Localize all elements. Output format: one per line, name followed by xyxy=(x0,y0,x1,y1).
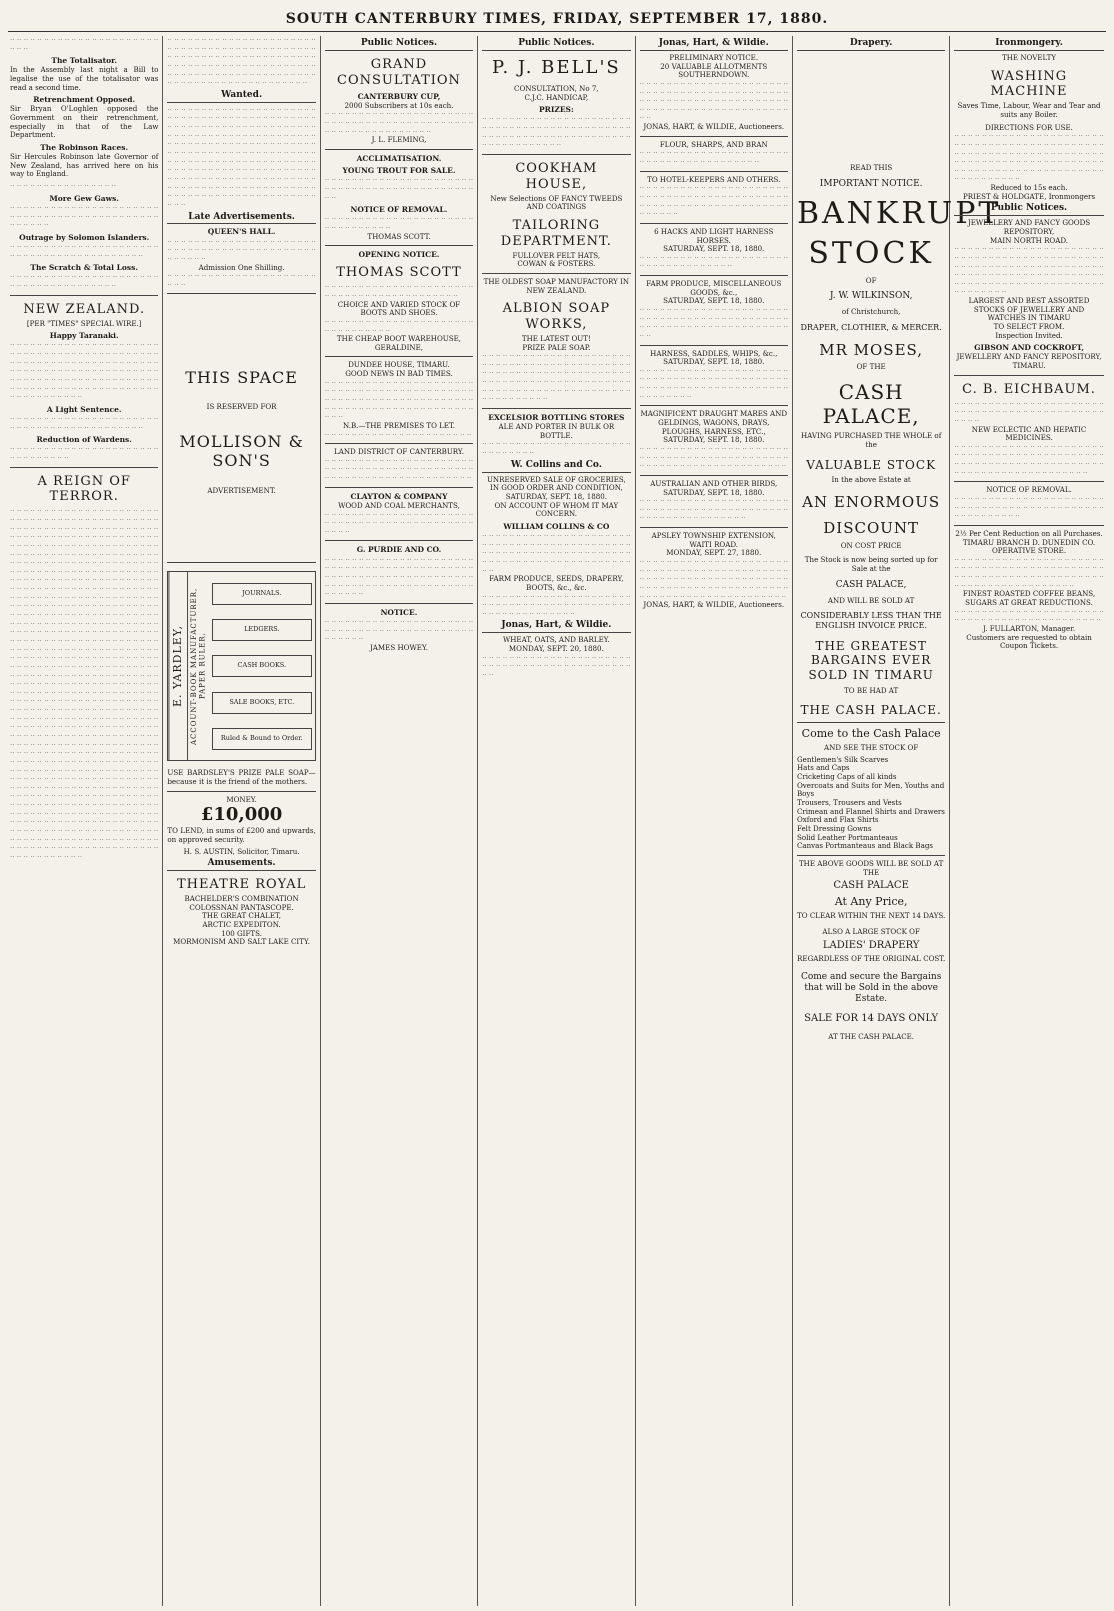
ad-line: CONSULTATION, No 7, xyxy=(514,83,599,93)
ad-line: FINEST ROASTED COFFEE BEANS, xyxy=(962,589,1096,599)
ad-date: SATURDAY, SEPT. 18, 1880. xyxy=(663,357,765,367)
ad-line: 100 GIFTS. xyxy=(221,928,262,938)
ad-body: ·· ·· ·· ·· ·· ·· ·· ·· ·· ·· ·· ·· ·· ·· ·· ·· ·· ·· ·· ·· ·· ·· ·· ·· ·· ·· ·· ·· ·· ·· ·· ·· ·· ·· ·· ·· ·· ·· ·· ·· ·· ·· ·· ·· ·· ·· ·· ·· ·· ·· ·· ·· ·· ·· ·· ·· ·· ·· ·· ·· ·· ·· ·· ·· ·· ·· ·· ·· ·· ·· ·· ·· ·· ·· ·· ·· ·· ·· ·· ·· ·· ·· ·· ·· ·· ·· ·· ·· ·· ·· ·· ·· ·· ·· ·· ·· ·· ·· ·· ·· ·· ·· ·· ·· ·· ·· ·· ·· ·· ·· ·· ·· ·· ·· ·· ·· ·· ·· ·· ·· xyxy=(482,351,631,404)
list-item: Felt Dressing Gowns xyxy=(796,823,872,833)
ledger-label: JOURNALS. xyxy=(212,583,312,605)
ad-line: ON COST PRICE xyxy=(840,540,902,550)
list-item: Crimean and Flannel Shirts and Drawers xyxy=(796,806,945,816)
ad-title: GRAND CONSULTATION xyxy=(337,56,461,88)
divider xyxy=(482,154,630,155)
ad-signature: PRIEST & HOLDGATE, Ironmongers xyxy=(962,191,1096,201)
ad-line: GOOD NEWS IN BAD TIMES. xyxy=(345,369,453,379)
ad-title: AUSTRALIAN AND OTHER BIRDS, xyxy=(650,478,778,488)
section-header-wanted: Wanted. xyxy=(167,90,315,103)
ad-line: CHOICE AND VARIED STOCK OF BOOTS AND SHOES. xyxy=(337,299,461,318)
divider xyxy=(954,525,1103,526)
masthead xyxy=(8,6,1106,32)
ad-line: J. W. WILKINSON, xyxy=(829,291,913,302)
section-header-public-notices: Public Notices. xyxy=(482,38,630,51)
ad-signature: JONAS, HART, & WILDIE, Auctioneers. xyxy=(643,600,785,610)
ad-title: E. YARDLEY, xyxy=(168,572,186,760)
column-7 xyxy=(950,36,1107,1606)
ad-title: C. B. EICHBAUM. xyxy=(962,381,1096,397)
classified-ads: ·· ·· ·· ·· ·· ·· ·· ·· ·· ·· ·· ·· ·· ·· ·· ·· ·· ·· ·· ·· ·· ·· ·· ·· ·· ·· ·· ·· ·· ·· ·· ·· ·· ·· ·· ·· ·· ·· ·· ·· ·· ·· ·· ·· ·· ·· ·· ·· ·· ·· ·· ·· ·· ·· ·· ·· ·· ·· ·· ·· ·· ·· ·· ·· ·· ·· ·· ·· ·· ·· ·· ·· ·· ·· ·· ·· ·· ·· ·· ·· ·· ·· ·· ·· ·· ·· ·· ·· ·· ·· ·· ·· ·· ·· ·· ·· ·· ·· ·· ·· ·· ·· ·· ·· ·· ·· ·· ·· ·· ·· ·· ·· ·· ·· ·· ·· ·· ·· ·· ·· ·· ·· ·· ·· ·· ·· ·· ·· ·· ·· ·· ·· ·· ·· ·· ·· ·· ·· ·· ·· ·· ·· ·· ·· ·· ·· ·· ·· ·· ·· ·· ·· ·· ·· ·· ·· ·· ·· ·· ·· ·· ·· ·· ·· ·· ·· ·· ·· ·· ·· ·· ·· ·· ·· ·· ·· ·· ·· ·· ·· ·· ·· ·· ·· ·· ·· ·· ·· ·· ·· ·· ·· ·· ·· ·· ·· ·· ·· ·· ·· ·· ·· ·· ·· ·· ·· ·· ·· ·· ·· ·· ·· ·· ·· ·· ·· ·· ·· ·· ·· ·· ·· ·· ·· ·· ·· ·· ·· ·· ·· ·· ·· ·· ·· ·· ·· ·· ·· ·· ·· ·· ·· ·· ·· ·· xyxy=(167,104,316,209)
divider xyxy=(325,540,473,541)
ledger-label: Ruled & Bound to Order. xyxy=(212,728,312,750)
bankrupt-title: BANKRUPT xyxy=(796,195,1002,231)
ad-title: JEWELLERY AND FANCY GOODS REPOSITORY, xyxy=(967,218,1091,236)
ad-body: ·· ·· ·· ·· ·· ·· ·· ·· ·· ·· ·· ·· ·· ·· ·· ·· ·· ·· ·· ·· ·· ·· ·· ·· ·· ·· ·· ·· ·· ·· ·· ·· xyxy=(324,214,474,233)
ad-line: ON ACCOUNT OF WHOM IT MAY CONCERN. xyxy=(494,500,619,519)
ad-title: TAILORING DEPARTMENT. xyxy=(500,217,612,249)
news-heading: The Totalisator. xyxy=(51,56,117,66)
list-item: Overcoats and Suits for Men, Youths and Boys xyxy=(796,780,945,799)
prize-table: ·· ·· ·· ·· ·· ·· ·· ·· ·· ·· ·· ·· ·· ·· ·· ·· ·· ·· ·· ·· ·· ·· ·· ·· ·· ·· ·· ·· ·· ·· ·· ·· ·· ·· ·· ·· ·· ·· ·· ·· ·· ·· ·· ·· ·· ·· ·· ·· ·· ·· ·· ·· ·· ·· ·· ·· ·· ·· ·· ·· ·· ·· ·· ·· ·· ·· ·· ·· ·· ·· ·· ·· ·· ·· ·· ·· ·· ·· xyxy=(482,114,631,150)
list-item: Oxford and Flax Shirts xyxy=(796,815,879,825)
section-title: NEW ZEALAND. xyxy=(23,301,146,317)
divider xyxy=(10,467,158,468)
ad-title: DUNDEE HOUSE, TIMARU. xyxy=(348,360,450,370)
divider xyxy=(325,149,473,150)
ad-body: ·· ·· ·· ·· ·· ·· ·· ·· ·· ·· ·· ·· ·· ·· ·· ·· ·· ·· ·· ·· ·· ·· ·· ·· ·· ·· ·· ·· ·· ·· ·· ·· ·· ·· ·· ·· ·· ·· ·· ·· ·· ·· ·· ·· ·· ·· ·· ·· ·· ·· ·· ·· ·· ·· ·· ·· ·· ·· xyxy=(482,591,631,618)
list-item: Gentlemen's Silk Scarves xyxy=(796,754,889,764)
ad-signature: JAMES HOWEY. xyxy=(369,642,428,652)
ad-date: SATURDAY, SEPT. 18, 1880. xyxy=(505,491,608,501)
ad-title: 6 HACKS AND LIGHT HARNESS HORSES. xyxy=(654,226,774,245)
divider xyxy=(640,475,788,476)
ad-title: THOMAS SCOTT xyxy=(336,265,462,281)
ad-line: READ THIS xyxy=(850,162,893,172)
ad-line: NEW ECLECTIC AND HEPATIC MEDICINES. xyxy=(971,424,1087,443)
ad-body: ·· ·· ·· ·· ·· ·· ·· ·· ·· ·· ·· ·· ·· ·· ·· ·· ·· ·· ·· ·· ·· ·· ·· ·· ·· ·· ·· ·· ·· ·· ·· ·· ·· ·· ·· ·· ·· ·· ·· ·· ·· ·· ·· ·· ·· ·· ·· ·· ·· ·· ·· ·· ·· ·· ·· ·· ·· ·· ·· ·· ·· ·· ·· ·· ·· ·· ·· ·· ·· ·· ·· ·· ·· ·· xyxy=(639,365,788,401)
article-fragment: ·· ·· ·· ·· ·· ·· ·· ·· ·· ·· ·· ·· ·· ·· ·· ·· xyxy=(10,181,116,191)
ad-line: ALSO A LARGE STOCK OF xyxy=(822,927,920,937)
section-header-public-notices: Public Notices. xyxy=(325,38,473,51)
ad-line: ALE AND PORTER IN BULK OR BOTTLE. xyxy=(498,422,615,440)
section-header-collins: W. Collins and Co. xyxy=(482,460,630,473)
ad-body: ·· ·· ·· ·· ·· ·· ·· ·· ·· ·· ·· ·· ·· ·· ·· ·· ·· ·· ·· ·· ·· ·· ·· ·· ·· ·· ·· ·· ·· ·· ·· ·· ·· ·· ·· ·· ·· ·· ·· ·· ·· ·· ·· ·· ·· ·· ·· ·· ·· ·· ·· ·· ·· ·· ·· ·· ·· ·· ·· ·· ·· ·· ·· ·· ·· ·· ·· ·· ·· ·· ·· ·· xyxy=(639,183,788,219)
ad-signature: THOMAS SCOTT. xyxy=(367,231,431,241)
divider xyxy=(797,722,945,723)
ad-date: MONDAY, SEPT. 20, 1880. xyxy=(508,644,604,654)
ad-line: DIRECTIONS FOR USE. xyxy=(985,122,1073,132)
ad-body: ·· ·· ·· ·· ·· ·· ·· ·· ·· ·· ·· ·· ·· ·· ·· ·· ·· ·· ·· ·· ·· ·· ·· ·· ·· ·· ·· ·· ·· ·· ·· ·· xyxy=(324,316,474,335)
ad-body: ·· ·· ·· ·· ·· ·· ·· ·· ·· ·· ·· ·· ·· ·· ·· ·· ·· ·· ·· ·· ·· ·· ·· ·· ·· ·· ·· ·· ·· ·· ·· ·· ·· ·· ·· ·· ·· ·· ·· ·· ·· ·· ·· ·· ·· ·· ·· ·· ·· ·· ·· ·· ·· ·· ·· ·· ·· ·· ·· ·· ·· ·· ·· ·· ·· ·· xyxy=(324,455,474,483)
ad-title: APSLEY TOWNSHIP EXTENSION, WAITI ROAD. xyxy=(651,531,776,549)
ad-signature: J. FULLARTON, Manager. xyxy=(982,623,1076,633)
ad-line: LARGEST AND BEST ASSORTED STOCKS OF JEWELLERY AND WATCHES IN TIMARU xyxy=(968,296,1090,323)
news-paragraph: In the Assembly last night a Bill to legalise the use of the totalisator was read a second time. xyxy=(10,65,159,92)
ad-signature: JONAS, HART, & WILDIE, Auctioneers. xyxy=(643,122,785,132)
ad-line: MAIN NORTH ROAD. xyxy=(990,235,1069,245)
news-heading: A Light Sentence. xyxy=(46,404,122,414)
divider xyxy=(10,295,158,296)
ad-body: TO LEND, in sums of £200 and upwards, on approved security. xyxy=(167,826,316,844)
ad-line: AND WILL BE SOLD AT xyxy=(827,595,915,605)
column-3 xyxy=(321,36,478,1606)
ad-title: DISCOUNT xyxy=(823,519,920,538)
ad-date: SATURDAY, SEPT. 18, 1880. xyxy=(663,296,765,306)
ad-line: IS RESERVED FOR xyxy=(206,402,277,412)
ad-title: MR MOSES, xyxy=(819,340,924,359)
divider xyxy=(640,345,788,346)
section-header-ironmongery: Ironmongery. xyxy=(954,38,1103,51)
news-heading: Retrenchment Opposed. xyxy=(33,95,136,105)
ad-title: THIS SPACE xyxy=(185,367,298,387)
ad-line: ARCTIC EXPEDITON. xyxy=(202,920,281,929)
section-title: A REIGN OF TERROR. xyxy=(37,473,131,505)
article-fragment: ·· ·· ·· ·· ·· ·· ·· ·· ·· ·· ·· ·· ·· ·· ·· ·· ·· ·· ·· ·· ·· ·· ·· ·· ·· ·· ·· ·· ·· ·· ·· ·· ·· ·· ·· ·· ·· ·· ·· ·· ·· ·· xyxy=(10,241,159,260)
ad-title: HARNESS, SADDLES, WHIPS, &c., xyxy=(650,348,778,358)
money-amount: £10,000 xyxy=(200,804,283,826)
list-item: Hats and Caps xyxy=(796,763,850,773)
ad-line: REGARDLESS OF THE ORIGINAL COST. xyxy=(797,954,946,964)
ad-title: PRELIMINARY NOTICE. xyxy=(669,52,759,62)
divider xyxy=(640,275,788,276)
news-heading: The Robinson Races. xyxy=(40,143,129,153)
divider xyxy=(954,375,1103,376)
ad-body: ·· ·· ·· ·· ·· ·· ·· ·· ·· ·· ·· ·· ·· ·· ·· ·· ·· ·· ·· ·· ·· ·· ·· ·· ·· ·· ·· ·· ·· ·· ·· ·· ·· ·· ·· ·· ·· ·· ·· ·· ·· ·· ·· ·· ·· ·· ·· ·· ·· ·· ·· ·· ·· ·· ·· ·· ·· ·· ·· ·· xyxy=(639,496,788,523)
divider xyxy=(640,171,788,172)
column-5 xyxy=(636,36,793,1606)
ad-line: ACCOUNT-BOOK MANUFACTURER, PAPER RULER, xyxy=(187,572,209,760)
ledger-label: CASH BOOKS. xyxy=(212,655,312,677)
reserved-space-ad xyxy=(167,298,315,558)
divider xyxy=(167,562,315,563)
news-paragraph: Sir Bryan O'Loghlen opposed the Government on their retrenchment, especially in that of the Law Department. xyxy=(10,104,159,140)
ad-body: ·· ·· ·· ·· ·· ·· ·· ·· ·· ·· ·· ·· ·· ·· ·· ·· ·· ·· ·· ·· ·· ·· ·· ·· ·· ·· ·· ·· ·· ·· ·· ·· ·· ·· ·· ·· ·· ·· ·· ·· ·· ·· ·· ·· ·· ·· xyxy=(324,175,474,202)
ad-line: SUGARS AT GREAT REDUCTIONS. xyxy=(965,598,1093,608)
article-fragment: ·· ·· ·· ·· ·· ·· ·· ·· ·· ·· ·· ·· ·· ·· ·· ·· ·· ·· ·· ·· ·· ·· ·· ·· ·· xyxy=(10,35,159,53)
ad-title: LADIES' DRAPERY xyxy=(822,940,920,952)
ad-line: CASH PALACE, xyxy=(835,579,907,590)
ad-line: AT THE CASH PALACE. xyxy=(828,1031,915,1041)
ad-body: ·· ·· ·· ·· ·· ·· ·· ·· ·· ·· ·· ·· ·· ·· ·· ·· ·· ·· ·· ·· ·· ·· ·· ·· ·· ·· ·· ·· ·· ·· ·· ·· ·· ·· ·· ·· ·· ·· ·· ·· ·· ·· ·· ·· ·· ·· ·· ·· ·· ·· ·· ·· ·· ·· xyxy=(954,494,1104,521)
news-heading: The Scratch & Total Loss. xyxy=(30,263,138,273)
divider xyxy=(167,791,315,792)
ad-line: GERALDINE, xyxy=(374,342,424,352)
ad-line: HAVING PURCHASED THE WHOLE of the xyxy=(800,431,942,450)
ad-title: MOLLISON & SON'S xyxy=(179,431,304,471)
ad-line: THE GREAT CHALET, xyxy=(202,911,281,921)
divider xyxy=(954,481,1103,482)
divider xyxy=(640,527,788,528)
ad-date: MONDAY, SEPT. 27, 1880. xyxy=(666,548,762,558)
ad-body: USE BARDSLEY'S PRIZE PALE SOAP—because it is the friend of the mothers. xyxy=(167,768,316,787)
ad-body: ·· ·· ·· ·· ·· ·· ·· ·· ·· ·· ·· ·· ·· ·· ·· ·· ·· ·· ·· ·· ·· ·· ·· ·· ·· ·· ·· ·· ·· ·· ·· ·· ·· ·· ·· ·· ·· ·· ·· ·· ·· ·· ·· ·· ·· ·· ·· ·· ·· ·· ·· ·· ·· ·· ·· ·· ·· ·· ·· ·· xyxy=(324,109,474,136)
ad-body: ·· ·· ·· ·· ·· ·· ·· ·· ·· ·· ·· ·· ·· ·· ·· ·· ·· ·· ·· ·· ·· ·· ·· ·· ·· ·· ·· ·· ·· ·· ·· ·· ·· ·· ·· ·· ·· ·· ·· ·· ·· ·· ·· ·· ·· ·· ·· ·· ·· ·· ·· ·· ·· ·· ·· ·· ·· ·· ·· ·· ·· ·· ·· ·· ·· ·· ·· ·· ·· ·· ·· ·· ·· ·· ·· ·· ·· ·· ·· ·· ·· ·· ·· ·· xyxy=(954,554,1104,590)
ad-line: N.B.—THE PREMISES TO LET. xyxy=(342,420,456,430)
ad-body: ·· ·· ·· ·· ·· ·· ·· ·· ·· ·· ·· ·· ·· ·· ·· ·· ·· ·· ·· ·· ·· ·· ·· ·· ·· ·· ·· ·· ·· ·· ·· ·· ·· ·· ·· ·· ·· ·· ·· ·· ·· ·· ·· ·· ·· ·· ·· ·· ·· ·· ·· ·· ·· ·· ·· ·· ·· ·· ·· ·· ·· ·· ·· ·· ·· ·· ·· ·· ·· ·· ·· ·· ·· ·· ·· ·· ·· ·· ·· ·· ·· ·· ·· ·· ·· ·· ·· ·· ·· ·· xyxy=(482,531,631,575)
list-item: Solid Leather Portmanteaus xyxy=(796,832,898,842)
divider xyxy=(325,356,473,357)
ad-title: MAGNIFICENT DRAUGHT MARES AND GELDINGS, WAGONS, DRAYS, PLOUGHS, HARNESS, ETC., xyxy=(640,409,788,436)
ad-title: QUEEN'S HALL. xyxy=(207,227,276,237)
article-fragment: ·· ·· ·· ·· ·· ·· ·· ·· ·· ·· ·· ·· ·· ·· ·· ·· ·· ·· ·· ·· ·· ·· ·· ·· ·· ·· ·· ·· ·· ·· ·· ·· ·· ·· ·· ·· ·· ·· ·· ·· ·· ·· ·· ·· ·· ·· ·· ·· ·· ·· xyxy=(10,202,159,230)
ad-signature: COWAN & FOSTERS. xyxy=(517,259,596,269)
list-item: Trousers, Trousers and Vests xyxy=(796,798,902,808)
ad-title: WASHING MACHINE xyxy=(990,68,1068,100)
ad-line: of Christchurch, xyxy=(841,307,901,317)
article-body: ·· ·· ·· ·· ·· ·· ·· ·· ·· ·· ·· ·· ·· ·· ·· ·· ·· ·· ·· ·· ·· ·· ·· ·· ·· ·· ·· ·· ·· ·· ·· ·· ·· ·· ·· ·· ·· ·· ·· ·· ·· ·· ·· ·· ·· ·· ·· ·· ·· ·· ·· ·· ·· ·· ·· ·· ·· ·· ·· ·· ·· ·· ·· ·· ·· ·· ·· ·· ·· ·· ·· ·· ·· ·· ·· ·· ·· ·· ·· ·· ·· ·· ·· ·· ·· ·· ·· ·· ·· ·· ·· ·· ·· ·· ·· ·· ·· ·· ·· ·· ·· ·· ·· ·· ·· ·· ·· ·· ·· ·· ·· ·· ·· ·· ·· ·· ·· ·· ·· ·· ·· ·· ·· ·· ·· ·· ·· ·· ·· ·· ·· ·· ·· ·· ·· ·· ·· ·· ·· ·· ·· ·· ·· ·· ·· ·· ·· ·· ·· ·· ·· ·· ·· ·· ·· ·· ·· ·· ·· ·· ·· ·· ·· ·· ·· ·· ·· ·· ·· ·· ·· ·· ·· ·· ·· ·· ·· ·· ·· ·· ·· ·· ·· ·· ·· ·· ·· ·· ·· ·· ·· ·· ·· ·· ·· ·· ·· ·· ·· ·· ·· ·· ·· ·· ·· ·· ·· ·· ·· ·· ·· ·· ·· ·· ·· ·· ·· ·· ·· ·· ·· ·· ·· ·· ·· ·· ·· ·· ·· ·· ·· ·· ·· ·· ·· ·· ·· ·· ·· ·· ·· ·· ·· ·· ·· ·· ·· ·· ·· ·· ·· ·· ·· ·· ·· ·· ·· ·· ·· ·· ·· ·· ·· ·· ·· ·· ·· ·· ·· ·· ·· ·· ·· ·· ·· ·· ·· ·· ·· ·· ·· ·· ·· ·· ·· ·· ·· ·· ·· ·· ·· ·· ·· ·· ·· ·· ·· ·· ·· ·· ·· ·· ·· ·· ·· ·· ·· ·· ·· ·· ·· ·· ·· ·· ·· ·· ·· ·· ·· ·· ·· ·· ·· ·· ·· ·· ·· ·· ·· ·· ·· ·· ·· ·· ·· ·· ·· ·· ·· ·· ·· ·· ·· ·· ·· ·· ·· ·· ·· ·· ·· ·· ·· ·· ·· ·· ·· ·· ·· ·· ·· ·· ·· ·· ·· ·· ·· ·· ·· ·· ·· ·· ·· ·· ·· ·· ·· ·· ·· ·· ·· ·· ·· ·· ·· ·· ·· ·· ·· ·· ·· ·· ·· ·· ·· ·· ·· ·· ·· ·· ·· ·· ·· ·· ·· ·· ·· ·· ·· ·· ·· ·· ·· ·· ·· ·· ·· ·· ·· ·· ·· ·· ·· ·· ·· ·· ·· ·· ·· ·· ·· ·· ·· ·· ·· ·· ·· ·· ·· ·· ·· ·· ·· ·· ·· ·· ·· ·· ·· ·· ·· ·· ·· ·· ·· ·· ·· ·· ·· ·· ·· ·· ·· ·· ·· ·· ·· ·· ·· ·· ·· ·· ·· ·· ·· ·· ·· ·· ·· ·· ·· ·· ·· ·· ·· ·· ·· ·· ·· ·· ·· ·· ·· ·· ·· ·· ·· ·· ·· ·· ·· ·· ·· ·· ·· ·· ·· ·· ·· ·· ·· ·· ·· ·· ·· ·· ·· ·· ·· ·· ·· ·· ·· ·· ·· ·· ·· ·· ·· ·· ·· ·· ·· ·· ·· ·· ·· ·· ·· ·· ·· ·· ·· ·· ·· ·· ·· ·· ·· ·· ·· ·· ·· ·· ·· ·· ·· ·· ·· ·· ·· ·· ·· ·· ·· ·· ·· ·· ·· ·· ·· ·· ·· ·· ·· ·· ·· ·· ·· ·· ·· ·· ·· ·· ·· ·· ·· ·· ·· ·· ·· ·· ·· ·· ·· ·· ·· ·· ·· ·· ·· ·· ·· ·· ·· ·· ·· ·· ·· ·· ·· ·· ·· ·· ·· ·· ·· ·· ·· ·· ·· ·· ·· ·· ·· ·· ·· ·· ·· ·· ·· ·· ·· ·· ·· ·· ·· ·· ·· ·· ·· ·· ·· ·· ·· ·· ·· ·· ·· ·· ·· ·· ·· ·· ·· ·· ·· ·· ·· ·· ·· ·· ·· ·· ·· ·· ·· ·· ·· ·· ·· ·· ·· ·· ·· ·· ·· ·· ·· ·· ·· ·· ·· ·· ·· ·· ·· ·· ·· ·· ·· ·· ·· ·· ·· ·· ·· ·· ·· ·· ·· ·· ·· ·· ·· ·· ·· ·· ·· ·· ·· ·· ·· ·· ·· ·· ·· ·· ·· ·· ·· ·· ·· ·· ·· ·· ·· ·· ·· ·· ·· ·· ·· ·· ·· ·· ·· ·· ·· ·· ·· ·· ·· ·· ·· ·· ·· ·· ·· ·· ·· ·· ·· ·· ·· ·· ·· ·· ·· ·· ·· ·· ·· ·· ·· ·· ·· ·· ·· ·· ·· ·· ·· ·· ·· ·· ·· ·· ·· ·· ·· ·· ·· ·· ·· ·· ·· ·· ·· ·· ·· ·· ·· ·· ·· ·· ·· ·· ·· ·· ·· ·· ·· ·· ·· ·· ·· ·· ·· ·· ·· ·· ·· ·· ·· ·· ·· ·· ·· ·· ·· ·· ·· ·· ·· ·· ·· ·· ·· ·· ·· ·· ·· ·· ·· ·· ·· ·· ·· ·· ·· ·· ·· ·· ·· ·· ·· ·· ·· ·· ·· ·· ·· ·· ·· ·· ·· ·· ·· ·· ·· ·· ·· ·· ·· ·· ·· ·· ·· ·· ·· ·· ·· ·· ·· ·· ·· ·· ·· ·· ·· ·· ·· ·· ·· ·· ·· ·· ·· ·· ·· xyxy=(10,506,159,861)
ad-body: ·· ·· ·· ·· ·· ·· ·· ·· ·· ·· ·· ·· ·· ·· ·· ·· ·· ·· ·· ·· ·· ·· ·· ·· ·· ·· ·· ·· ·· ·· ·· ·· ·· ·· ·· ·· ·· ·· ·· ·· ·· ·· xyxy=(324,282,474,300)
column-2 xyxy=(163,36,320,1606)
ad-body: ·· ·· ·· ·· ·· ·· ·· ·· ·· ·· ·· ·· ·· ·· ·· ·· ·· ·· ·· ·· ·· ·· ·· ·· ·· ·· ·· ·· ·· ·· ·· ·· ·· ·· ·· ·· ·· ·· ·· ·· ·· ·· ·· ·· ·· ·· ·· ·· ·· ·· ·· ·· ·· ·· ·· ·· ·· ·· ·· ·· ·· ·· ·· ·· ·· ·· xyxy=(639,443,788,471)
ad-title: NOTICE. xyxy=(380,607,418,617)
divider xyxy=(640,136,788,137)
ad-line: TO BE HAD AT xyxy=(844,685,899,695)
ad-title: CASH PALACE xyxy=(833,880,909,892)
ad-title: IMPORTANT NOTICE. xyxy=(819,178,923,189)
section-header-late: Late Advertisements. xyxy=(167,212,315,225)
masthead-title: SOUTH CANTERBURY TIMES, FRIDAY, SEPTEMBER 17, 1880. xyxy=(285,10,829,27)
ad-line: C.J.C. HANDICAP, xyxy=(524,92,589,102)
ad-line: 2000 Subscribers at 10s each. xyxy=(344,100,454,110)
ad-title: FLOUR, SHARPS, AND BRAN xyxy=(659,139,768,149)
ledger-label: SALE BOOKS, ETC. xyxy=(212,692,312,714)
ad-line: AND SEE THE STOCK OF xyxy=(824,743,919,753)
article-fragment: ·· ·· ·· ·· ·· ·· ·· ·· ·· ·· ·· ·· ·· ·· ·· ·· ·· ·· ·· ·· ·· ·· ·· ·· ·· ·· ·· ·· ·· ·· ·· ·· ·· ·· ·· ·· ·· ·· ·· ·· ·· ·· ·· ·· ·· ·· ·· ·· ·· ·· ·· ·· ·· ·· ·· ·· ·· ·· ·· ·· ·· ·· ·· ·· ·· ·· ·· ·· ·· ·· ·· ·· ·· ·· ·· ·· ·· ·· ·· ·· ·· ·· ·· ·· ·· ·· ·· ·· ·· ·· ·· ·· ·· ·· ·· ·· ·· ·· ·· ·· ·· ·· ·· ·· ·· ·· ·· ·· ·· ·· ·· ·· ·· ·· ·· ·· ·· ·· ·· ·· ·· ·· ·· ·· ·· ·· ·· ·· ·· ·· ·· xyxy=(167,35,316,88)
ad-line: THE CHEAP BOOT WAREHOUSE, xyxy=(336,334,462,344)
ledger-label: LEDGERS. xyxy=(212,619,312,641)
ad-title: EXCELSIOR BOTTLING STORES xyxy=(488,413,625,423)
section-subtitle: [PER "TIMES" SPECIAL WIRE.] xyxy=(26,318,142,328)
divider xyxy=(640,405,788,406)
ad-line: COLOSSNAN PANTASCOPE. xyxy=(189,902,294,912)
ad-line: OF THE xyxy=(856,362,886,372)
ad-line: CANTERBURY CUP, xyxy=(357,91,441,101)
column-6 xyxy=(793,36,1002,1606)
ad-line: THE LATEST OUT! xyxy=(521,333,591,343)
ad-line: FULLOVER FELT HATS, xyxy=(512,250,601,260)
news-heading: More Gew Gaws. xyxy=(49,193,119,203)
article-fragment: ·· ·· ·· ·· ·· ·· ·· ·· ·· ·· ·· ·· ·· ·· ·· ·· ·· ·· ·· ·· ·· ·· ·· ·· ·· ·· ·· ·· ·· ·· ·· ·· ·· ·· ·· ·· ·· ·· ·· ·· ·· ·· xyxy=(10,413,159,432)
ad-title: NOTICE OF REMOVAL. xyxy=(986,485,1072,495)
column-4 xyxy=(478,36,635,1606)
ad-title: GIBSON AND COCKROFT, xyxy=(974,343,1084,353)
ad-title: ACCLIMATISATION. xyxy=(356,154,442,164)
ad-title: VALUABLE STOCK xyxy=(806,457,937,472)
section-header-jhw: Jonas, Hart, & Wildie. xyxy=(482,620,630,633)
list-item: Canvas Portmanteaus and Black Bags xyxy=(796,841,934,851)
ad-line: THE NOVELTY xyxy=(1001,52,1057,62)
ad-date: SATURDAY, SEPT. 18, 1880. xyxy=(663,487,765,497)
ad-title: CASH PALACE, xyxy=(822,379,920,429)
section-header-public-notices: Public Notices. xyxy=(954,203,1103,216)
ad-line: TIMARU. xyxy=(1012,361,1046,371)
ad-line: 20 VALUABLE ALLOTMENTS SOUTHERNDOWN. xyxy=(660,61,768,80)
ad-date: SATURDAY, SEPT. 18, 1880. xyxy=(663,244,765,254)
ad-line: OF xyxy=(865,275,877,285)
ad-line: Inspection Invited. xyxy=(995,330,1063,340)
ad-title: Come and secure the Bargains that will be Sold in the above Estate. xyxy=(800,971,942,1004)
ad-body: ·· ·· ·· ·· ·· ·· ·· ·· ·· ·· ·· ·· ·· ·· ·· ·· ·· ·· ·· ·· ·· ·· ·· ·· ·· xyxy=(167,271,316,289)
ad-title: THE CASH PALACE. xyxy=(800,703,942,718)
ad-title: THEATRE ROYAL xyxy=(176,877,307,893)
ad-body: ·· ·· ·· ·· ·· ·· ·· ·· ·· ·· ·· ·· ·· ·· ·· ·· ·· ·· ·· ·· ·· ·· ·· ·· ·· ·· ·· ·· ·· ·· ·· ·· ·· ·· ·· ·· ·· ·· ·· ·· xyxy=(639,148,788,167)
ad-body: ·· ·· ·· ·· ·· ·· ·· ·· ·· ·· ·· ·· ·· ·· ·· ·· ·· ·· ·· ·· ·· ·· ·· ·· ·· ·· ·· ·· ·· ·· ·· ·· ·· ·· ·· ·· ·· ·· ·· ·· ·· ·· ·· ·· ·· ·· ·· ·· ·· ·· ·· ·· ·· ·· ·· ·· ·· ·· ·· ·· ·· ·· ·· ·· ·· ·· ·· ·· ·· ·· ·· ·· ·· ·· ·· ·· ·· ·· ·· ·· ·· ·· ·· ·· ·· ·· ·· ·· ·· ·· xyxy=(639,78,788,123)
ad-line: WHEAT, OATS, AND BARLEY. xyxy=(502,635,610,645)
ad-line: CONSIDERABLY LESS THAN THE ENGLISH INVOICE PRICE. xyxy=(800,611,942,630)
newspaper-columns xyxy=(6,36,1108,1606)
divider xyxy=(797,855,945,856)
ad-title: P. J. BELL'S xyxy=(492,56,621,78)
ad-line: ADVERTISEMENT. xyxy=(207,485,276,495)
ad-date: SATURDAY, SEPT. 18, 1880. xyxy=(663,435,765,445)
ad-line: Saves Time, Labour, Wear and Tear and suits any Boiler. xyxy=(957,101,1101,119)
ad-line: PRIZES: xyxy=(538,105,574,115)
divider xyxy=(482,273,630,274)
ad-body: ·· ·· ·· ·· ·· ·· ·· ·· ·· ·· ·· ·· ·· ·· ·· ·· ·· ·· ·· ·· ·· ·· ·· ·· ·· ·· ·· ·· ·· ·· ·· ·· ·· ·· ·· ·· ·· ·· ·· ·· ·· ·· ·· ·· ·· ·· ·· ·· xyxy=(954,398,1104,425)
ad-line: Customers are requested to obtain Coupon Tickets. xyxy=(966,632,1092,651)
yardley-ad xyxy=(167,571,315,761)
divider xyxy=(325,443,473,444)
ad-title: LAND DISTRICT OF CANTERBURY. xyxy=(333,447,464,457)
goods-list xyxy=(797,756,945,851)
ad-body: ·· ·· ·· ·· ·· ·· ·· ·· ·· ·· ·· ·· ·· ·· ·· ·· ·· ·· ·· ·· ·· ·· ·· ·· ·· ·· ·· ·· ·· ·· ·· ·· ·· ·· ·· ·· ·· ·· ·· ·· ·· ·· ·· ·· ·· ·· ·· ·· ·· ·· ·· ·· ·· ·· ·· ·· ·· ·· ·· ·· ·· ·· ·· ·· ·· ·· ·· ·· ·· ·· ·· ·· ·· ·· ·· ·· ·· ·· ·· ·· ·· ·· ·· ·· ·· ·· ·· ·· ·· ·· ·· ·· ·· ·· ·· ·· ·· ·· ·· ·· ·· ·· ·· ·· ·· ·· ·· ·· ·· ·· xyxy=(639,557,788,601)
section-header-drapery: Drapery. xyxy=(797,38,945,51)
ad-line: DRAPER, CLOTHIER, & MERCER. xyxy=(800,323,942,333)
ad-title: FARM PRODUCE, MISCELLANEOUS GOODS, &c., xyxy=(646,279,782,297)
ad-line: YOUNG TROUT FOR SALE. xyxy=(342,166,456,176)
news-heading: Happy Taranaki. xyxy=(49,331,119,341)
ad-title: Come to the Cash Palace xyxy=(801,726,941,740)
ad-line: The Stock is now being sorted up for Sale at the xyxy=(804,555,938,573)
ad-line: New Selections OF FANCY TWEEDS AND COATINGS xyxy=(490,193,623,212)
ad-title: G. PURDIE AND CO. xyxy=(356,545,442,555)
ad-line: FARM PRODUCE, SEEDS, DRAPERY, BOOTS, &c., &c. xyxy=(489,574,624,592)
ad-signature: J. L. FLEMING, xyxy=(371,135,427,145)
ad-line: Admission One Shilling. xyxy=(198,262,285,272)
news-heading: Reduction of Wardens. xyxy=(36,435,132,445)
ad-title: MONEY. xyxy=(226,794,257,804)
ad-body: ·· ·· ·· ·· ·· ·· ·· ·· ·· ·· ·· ·· ·· ·· ·· ·· ·· ·· ·· ·· ·· ·· ·· ·· ·· ·· ·· ·· ·· ·· xyxy=(482,439,631,458)
divider xyxy=(482,408,630,409)
news-heading: Outrage by Solomon Islanders. xyxy=(19,232,150,242)
ad-body: ·· ·· ·· ·· ·· ·· ·· ·· ·· ·· ·· ·· ·· ·· ·· ·· ·· ·· ·· ·· ·· ·· ·· ·· ·· ·· ·· ·· ·· ·· ·· ·· ·· ·· ·· ·· ·· ·· ·· ·· ·· ·· ·· ·· ·· ·· ·· ·· ·· ·· ·· ·· ·· ·· ·· ·· ·· ·· ·· ·· ·· ·· ·· ·· ·· ·· ·· ·· ·· ·· ·· ·· ·· ·· ·· ·· ·· ·· ·· ·· ·· ·· ·· ·· ·· ·· ·· ·· ·· ·· ·· ·· ·· ·· ·· ·· ·· ·· ·· ·· ·· ·· ·· ·· ·· ·· ·· ·· ·· ·· ·· ·· ·· ·· ·· ·· ·· ·· ·· ·· xyxy=(954,131,1104,184)
column-1 xyxy=(6,36,163,1606)
ad-line: PRIZE PALE SOAP. xyxy=(522,342,591,352)
ad-line: Reduced to 15s each. xyxy=(990,183,1068,193)
ad-line: THE OLDEST SOAP MANUFACTORY IN NEW ZEALAND. xyxy=(483,276,630,295)
stock-title: STOCK xyxy=(808,236,934,272)
list-item: Cricketing Caps of all kinds xyxy=(796,772,897,782)
ad-line: UNRESERVED SALE OF GROCERIES, IN GOOD ORDER AND CONDITION, xyxy=(486,474,626,493)
divider xyxy=(325,245,473,246)
ad-title: CLAYTON & COMPANY xyxy=(350,491,448,501)
ad-body: ·· ·· ·· ·· ·· ·· ·· ·· ·· ·· ·· ·· ·· ·· ·· ·· ·· ·· ·· ·· ·· ·· ·· ·· ·· ·· ·· ·· ·· ·· ·· ·· ·· ·· ·· ·· ·· ·· ·· ·· ·· ·· ·· ·· ·· ·· ·· ·· ·· ·· ·· ·· ·· ·· ·· ·· ·· ·· ·· ·· ·· ·· ·· ·· ·· ·· ·· ·· xyxy=(639,304,788,340)
ad-body: ·· ·· ·· ·· ·· ·· ·· ·· ·· ·· ·· ·· ·· ·· ·· ·· ·· ·· ·· ·· ·· ·· ·· ·· ·· ·· ·· ·· ·· ·· ·· ·· ·· ·· ·· ·· ·· ·· ·· ·· ·· ·· ·· ·· ·· ·· ·· ·· xyxy=(324,509,474,536)
ad-title: At Any Price, xyxy=(834,895,908,909)
ad-body: ·· ·· ·· ·· ·· ·· ·· ·· ·· ·· ·· ·· ·· ·· ·· ·· ·· ·· ·· ·· ·· ·· ·· ·· ·· ·· ·· ·· ·· ·· ·· ·· ·· ·· ·· ·· ·· ·· ·· ·· ·· ·· ·· ·· ·· ·· ·· ·· ·· ·· ·· ·· ·· ·· ·· ·· ·· ·· ·· ·· ·· ·· ·· ·· ·· ·· ·· ·· ·· ·· ·· ·· ·· ·· ·· ·· ·· ·· ·· ·· ·· ·· ·· ·· ·· ·· ·· ·· ·· ·· ·· xyxy=(324,377,474,422)
ad-body: ·· ·· ·· ·· ·· ·· ·· ·· ·· ·· ·· ·· ·· ·· ·· ·· ·· ·· ·· ·· ·· ·· ·· ·· ·· ·· ·· ·· ·· ·· ·· ·· ·· ·· ·· ·· ·· ·· ·· ·· ·· ·· ·· ·· ·· ·· ·· ·· ·· ·· xyxy=(167,236,316,263)
ad-title: NOTICE OF REMOVAL. xyxy=(350,205,448,215)
ad-title: AN ENORMOUS xyxy=(802,493,941,512)
ad-line: THE ABOVE GOODS WILL BE SOLD AT THE xyxy=(798,858,944,877)
ad-body: ·· ·· ·· ·· ·· ·· ·· ·· ·· ·· ·· ·· ·· ·· ·· ·· ·· ·· ·· ·· ·· ·· ·· ·· ·· ·· ·· ·· ·· ·· ·· ·· ·· ·· ·· ·· ·· ·· ·· ·· ·· ·· ·· ·· xyxy=(954,606,1104,625)
ad-body: ·· ·· ·· ·· ·· ·· ·· ·· ·· ·· ·· ·· ·· ·· ·· ·· ·· ·· ·· ·· ·· ·· ·· ·· ·· ·· ·· ·· ·· ·· ·· ·· ·· ·· ·· ·· ·· ·· ·· ·· ·· ·· ·· ·· ·· ·· ·· ·· ·· ·· ·· ·· ·· ·· ·· ·· ·· ·· ·· ·· ·· ·· ·· ·· ·· ·· ·· ·· ·· ·· ·· ·· ·· ·· ·· ·· ·· ·· ·· ·· ·· ·· ·· ·· ·· ·· ·· ·· ·· ·· ·· ·· ·· ·· ·· ·· ·· ·· ·· ·· ·· ·· ·· ·· ·· ·· ·· ·· ·· ·· ·· ·· ·· ·· ·· ·· ·· ·· xyxy=(954,244,1104,297)
ad-title: SALE FOR 14 DAYS ONLY xyxy=(804,1012,939,1024)
ad-body: ·· ·· ·· ·· ·· ·· ·· ·· ·· ·· ·· ·· ·· ·· ·· ·· ·· ·· ·· ·· ·· ·· ·· ·· ·· ·· ·· ·· ·· ·· ·· ·· ·· ·· ·· ·· ·· ·· ·· ·· ·· ·· ·· ·· ·· ·· xyxy=(482,652,631,679)
ad-title: WILLIAM COLLINS & CO xyxy=(503,521,610,531)
article-fragment: ·· ·· ·· ·· ·· ·· ·· ·· ·· ·· ·· ·· ·· ·· ·· ·· ·· ·· ·· ·· ·· ·· ·· ·· ·· ·· ·· ·· ·· ·· ·· ·· ·· ·· ·· ·· ·· ·· xyxy=(10,272,159,291)
ad-line: MORMONISM AND SALT LAKE CITY. xyxy=(173,937,310,947)
ad-signature: H. S. AUSTIN, Solicitor, Timaru. xyxy=(183,846,300,856)
ad-title: COOKHAM HOUSE, xyxy=(515,160,598,192)
news-paragraph: Sir Hercules Robinson late Governor of New Zealand, has arrived here on his way to England. xyxy=(10,152,159,179)
ad-title: TO HOTEL-KEEPERS AND OTHERS. xyxy=(647,174,781,184)
ad-line: TO SELECT FROM. xyxy=(993,322,1065,332)
ad-body: ·· ·· ·· ·· ·· ·· ·· ·· ·· ·· ·· ·· ·· ·· ·· ·· ·· ·· ·· ·· ·· ·· ·· ·· ·· ·· ·· ·· ·· ·· ·· ·· ·· ·· ·· ·· ·· ·· ·· ·· ·· ·· ·· ·· ·· ·· ·· ·· ·· ·· ·· ·· ·· ·· ·· ·· ·· ·· ·· ·· ·· ·· ·· ·· ·· ·· ·· ·· ·· ·· ·· ·· ·· ·· ·· ·· ·· ·· ·· ·· ·· ·· ·· ·· ·· ·· ·· ·· ·· ·· ·· ·· ·· ·· xyxy=(324,554,474,599)
divider xyxy=(325,603,473,604)
ad-line: 2½ Per Cent Reduction on all Purchases. xyxy=(955,528,1103,538)
article-fragment: ·· ·· ·· ·· ·· ·· ·· ·· ·· ·· ·· ·· ·· ·· ·· ·· ·· ·· ·· ·· ·· ·· ·· ·· ·· ·· ·· ·· ·· ·· ·· ·· ·· ·· ·· ·· ·· ·· ·· ·· ·· ·· ·· ·· ·· ·· ·· ·· ·· ·· ·· ·· ·· ·· ·· ·· ·· ·· ·· ·· ·· ·· ·· ·· ·· ·· ·· ·· ·· ·· ·· ·· ·· ·· ·· ·· ·· ·· ·· ·· ·· ·· ·· ·· ·· ·· ·· ·· ·· ·· ·· ·· ·· ·· ·· ·· ·· ·· ·· ·· ·· ·· ·· ·· ·· ·· ·· ·· ·· ·· ·· ·· ·· ·· ·· ·· ·· ·· ·· ·· ·· ·· ·· ·· ·· ·· ·· ·· ·· ·· ·· ·· ·· ·· ·· ·· ·· ·· ·· ·· ·· ·· ·· xyxy=(10,340,159,402)
ad-body: ·· ·· ·· ·· ·· ·· ·· ·· ·· ·· ·· ·· ·· ·· ·· ·· ·· ·· ·· ·· ·· ·· xyxy=(324,429,472,439)
divider xyxy=(167,293,315,294)
ledger-illustration xyxy=(209,572,315,760)
divider xyxy=(640,223,788,224)
section-header-jhw: Jonas, Hart, & Wildie. xyxy=(640,38,788,51)
section-header-amusements: Amusements. xyxy=(167,858,315,871)
ad-body: ·· ·· ·· ·· ·· ·· ·· ·· ·· ·· ·· ·· ·· ·· ·· ·· ·· ·· ·· ·· ·· ·· ·· ·· ·· ·· ·· ·· ·· ·· ·· ·· ·· ·· ·· ·· xyxy=(639,252,788,271)
ad-body: ·· ·· ·· ·· ·· ·· ·· ·· ·· ·· ·· ·· ·· ·· ·· ·· ·· ·· ·· ·· ·· ·· ·· ·· ·· ·· ·· ·· ·· ·· ·· ·· ·· ·· ·· ·· ·· ·· ·· ·· ·· ·· ·· ·· ·· ·· ·· ·· ·· ·· xyxy=(324,616,474,644)
ad-body: ·· ·· ·· ·· ·· ·· ·· ·· ·· ·· ·· ·· ·· ·· ·· ·· ·· ·· ·· ·· ·· ·· ·· ·· ·· ·· ·· ·· ·· ·· ·· ·· ·· ·· ·· ·· ·· ·· ·· ·· ·· ·· ·· ·· ·· ·· ·· ·· ·· ·· ·· ·· ·· ·· ·· ·· ·· ·· ·· ·· ·· ·· ·· ·· ·· ·· ·· ·· ·· ·· ·· ·· ·· ·· ·· ·· ·· ·· ·· ·· ·· ·· ·· ·· ·· ·· xyxy=(954,441,1104,477)
ad-line: WOOD AND COAL MERCHANTS, xyxy=(338,500,460,510)
ad-title: TIMARU BRANCH D. DUNEDIN CO. OPERATIVE STORE. xyxy=(962,537,1096,556)
ad-title: THE GREATEST BARGAINS EVER SOLD IN TIMARU xyxy=(808,638,934,682)
ad-line: In the above Estate at xyxy=(831,475,911,485)
ad-title: OPENING NOTICE. xyxy=(358,250,440,260)
ad-line: TO CLEAR WITHIN THE NEXT 14 DAYS. xyxy=(797,910,946,920)
ad-line: JEWELLERY AND FANCY REPOSITORY, xyxy=(956,352,1102,362)
divider xyxy=(325,487,473,488)
article-fragment: ·· ·· ·· ·· ·· ·· ·· ·· ·· ·· ·· ·· ·· ·· ·· ·· ·· ·· ·· ·· ·· ·· ·· ·· ·· ·· ·· ·· ·· ·· ·· xyxy=(10,444,159,462)
ad-line: BACHELDER'S COMBINATION xyxy=(184,894,299,904)
ad-title: ALBION SOAP WORKS, xyxy=(502,301,611,333)
